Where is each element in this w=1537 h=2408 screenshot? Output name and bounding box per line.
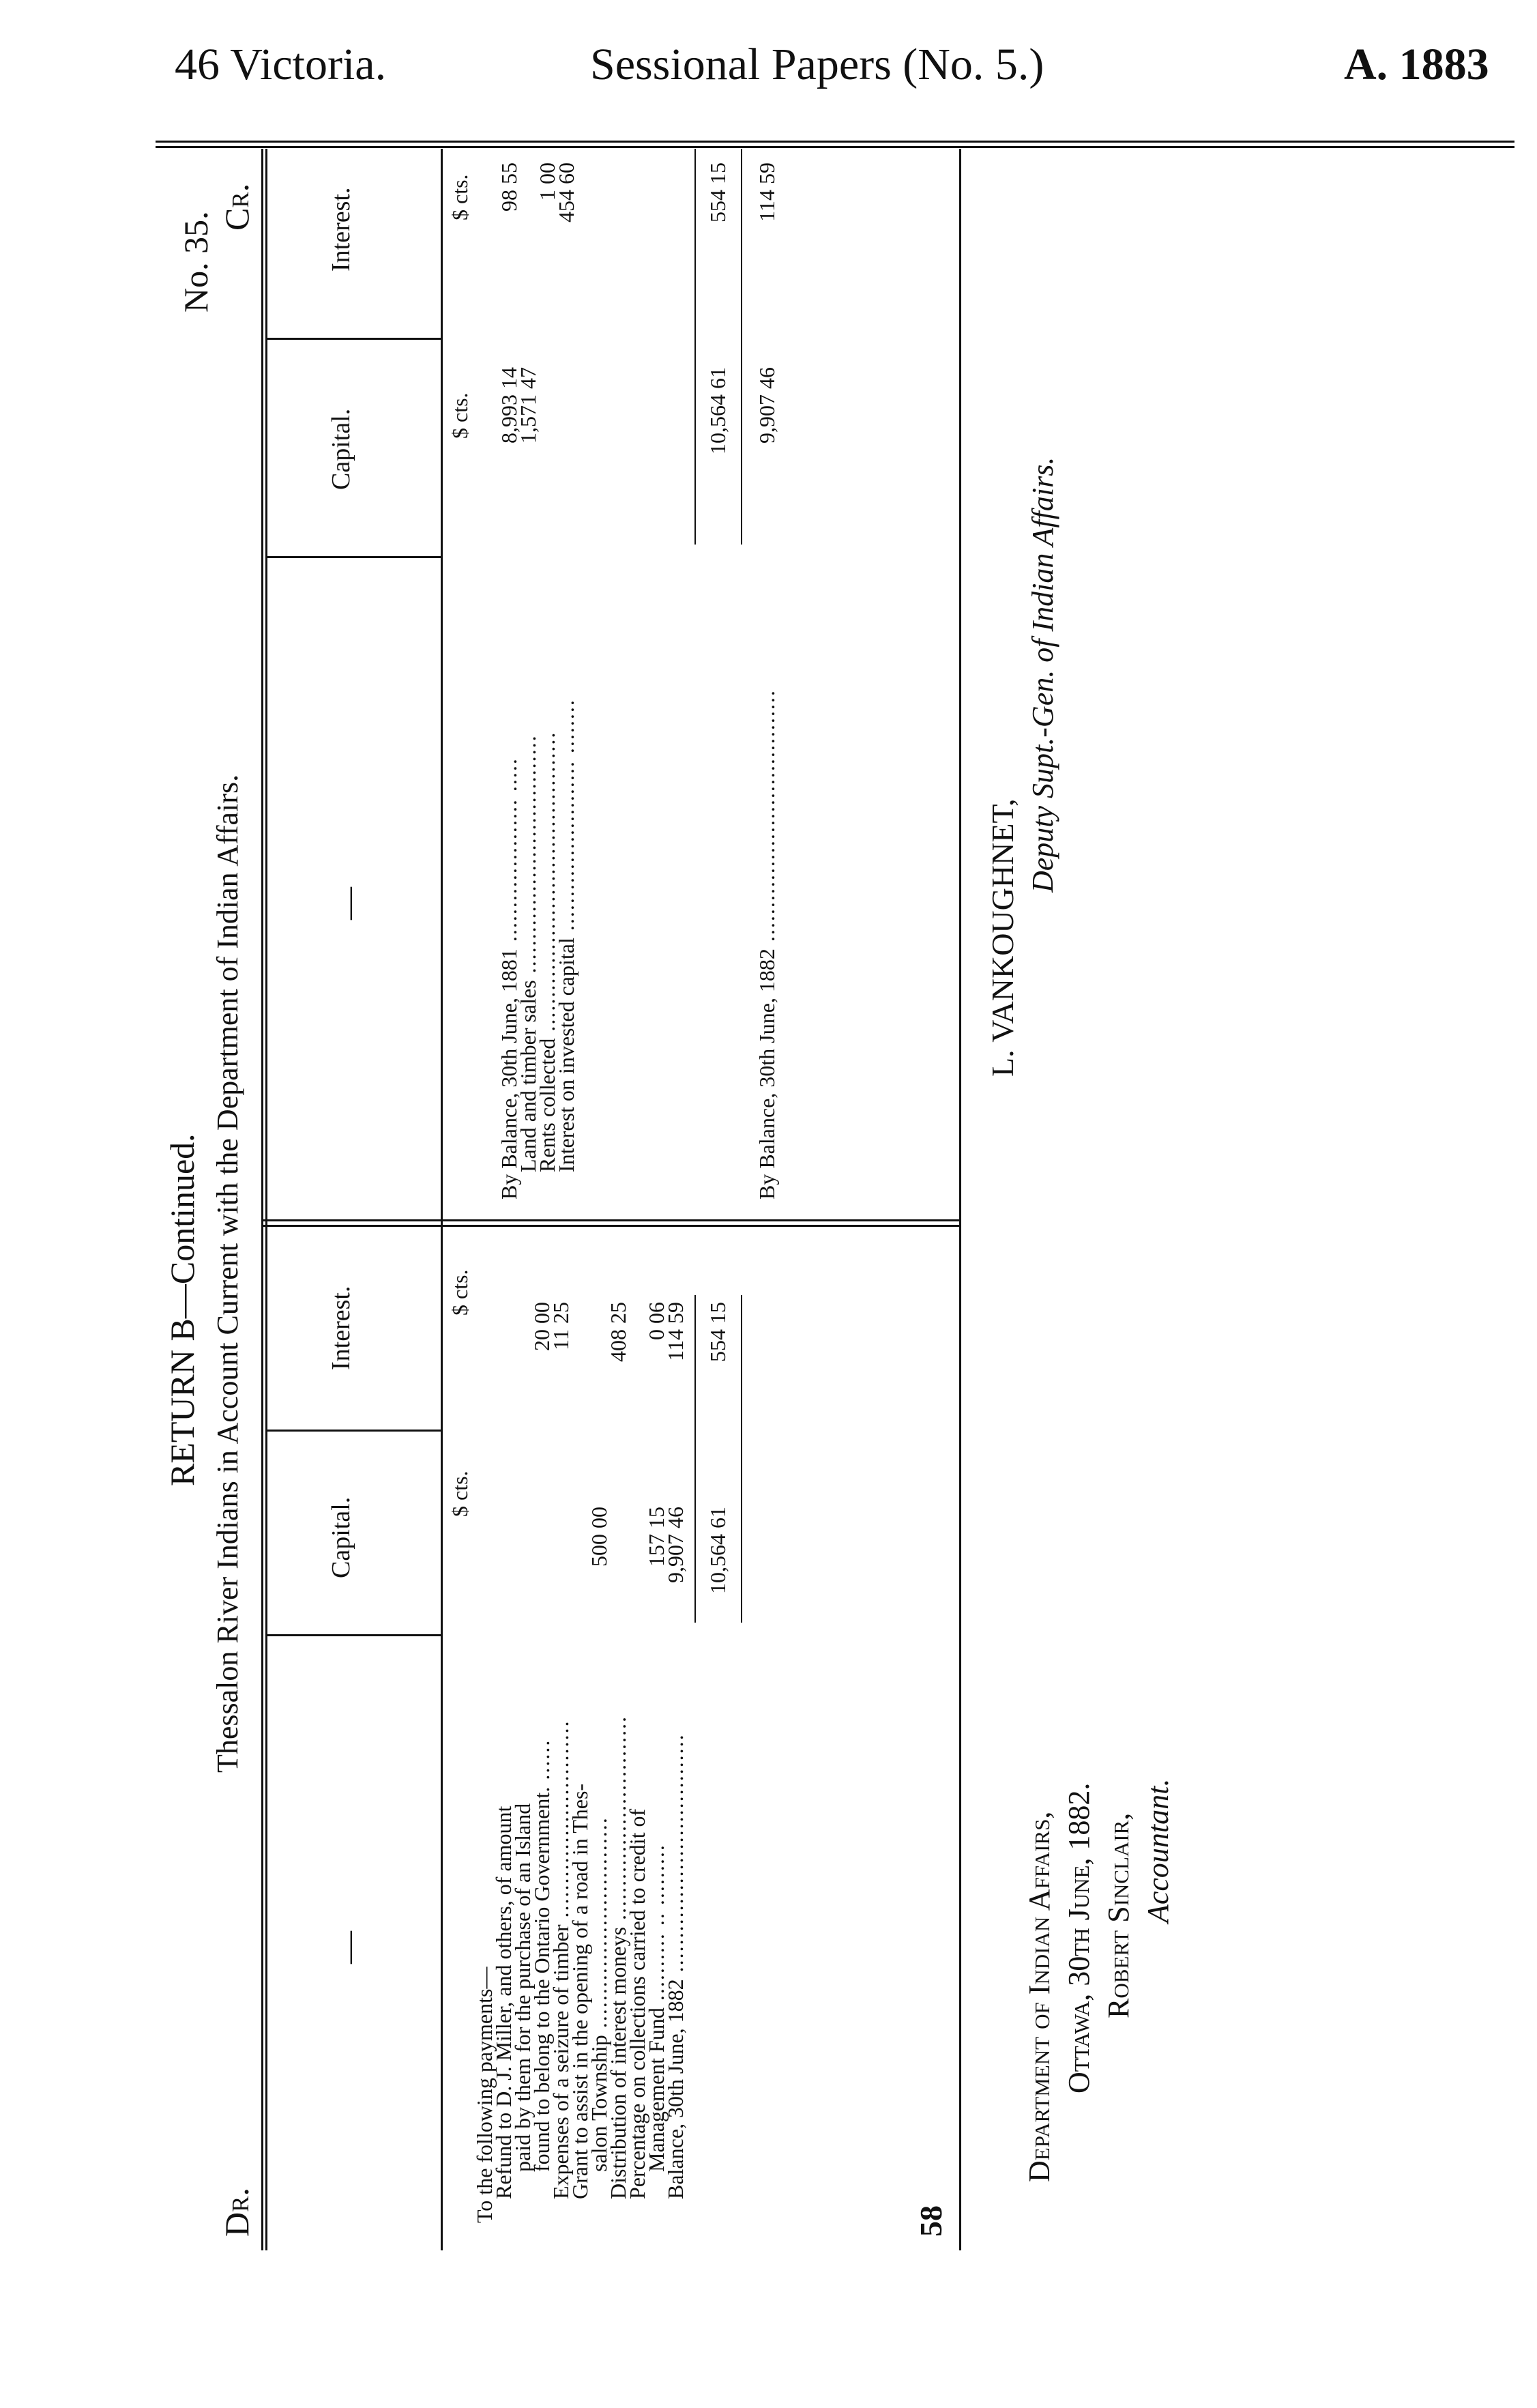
table-bottom-rule [959,149,961,2250]
header-bottom-rule [441,149,443,2250]
debit-total-rule [741,1295,742,1623]
accountant-name: Robert Sinclair, [1102,1812,1135,2018]
debit-row-interest: 0 06 [644,1302,669,1340]
header-left: 46 Victoria. [175,40,387,89]
credit-balance-interest: 114 59 [755,162,779,222]
header-rule-2 [156,146,1514,148]
debit-row-interest: 20 00 [529,1302,554,1351]
debit-total-capital: 10,564 61 [705,1507,730,1594]
credit-row-interest: 98 55 [497,162,521,212]
rotated-account-page [156,149,1220,2250]
dr-capital-unit: $ cts. [448,1470,472,1517]
cr-interest-unit: $ cts. [448,174,472,220]
credit-total-interest: 554 15 [705,162,730,222]
debit-row-text: found to belong to the Ontario Government. ...... [529,1739,554,2172]
dr-interest-divider [265,1430,441,1432]
credit-row-interest: 1 00 [535,162,559,201]
credit-balance-text: By Balance, 30th June, 1882 ..................................... [755,689,779,1200]
credit-total-rule [741,149,742,545]
debit-row-text: Grant to assist in the opening of a road in Thes- [568,1783,592,2199]
credit-row-capital: 1,571 47 [516,367,540,444]
account-title: Thessalon River Indians in Account Current with the Department of Indian Affairs. [211,774,244,1773]
number-label: No. 35. [177,211,215,313]
dr-interest-header: Interest. [327,1286,355,1370]
debit-row-text: paid by them for the purchase of an Island [510,1803,535,2172]
return-label: RETURN B—Continued. [163,1133,201,1486]
debit-row-text: Expenses of a seizure of timber ............................. [548,1720,573,2199]
table-top-rule [261,149,263,2250]
cr-capital-divider [265,556,441,558]
center-divider [261,1225,961,1227]
debit-intro: To the following payments— [472,1967,497,2223]
header-right: A. 1883 [1344,40,1489,89]
cr-interest-divider [265,338,441,340]
credit-row-capital: 8,993 14 [497,367,521,444]
debit-row-interest: 114 59 [663,1302,688,1361]
debit-row-capital: 9,907 46 [663,1507,688,1583]
credit-sum-rule [694,149,696,545]
accountant-title: Accountant. [1141,1778,1175,1923]
cr-label: Cr. [218,183,256,231]
debit-total-interest: 554 15 [705,1302,730,1362]
cr-particulars-dash: — [330,887,366,920]
dr-interest-unit: $ cts. [448,1269,472,1316]
dr-capital-header: Capital. [327,1496,355,1578]
debit-row-text: Percentage on collections carried to credit of [625,1808,649,2199]
debit-row-text: Refund to D. J. Miller, and others, of amount [491,1805,516,2199]
credit-row-text: Interest on invested capital ......................... ........ [554,699,579,1172]
debit-row-text: salon Township ............................... [587,1816,611,2172]
debit-row-text: Distribution of interest moneys .............................. [606,1715,630,2199]
dr-label: Dr. [218,2188,256,2237]
credit-row-text: By Balance, 30th June, 1881 ..................... ..... [497,757,521,1200]
signature-name: L. VANKOUGHNET, [985,798,1020,1077]
cr-capital-unit: $ cts. [448,392,472,439]
header-rule [156,141,1514,143]
header-center: Sessional Papers (No. 5.) [590,40,1044,89]
debit-row-text: Management Fund .......... .. ......... [644,1844,669,2172]
department-name: Department of Indian Affairs, [1023,1811,1056,2182]
dr-particulars-dash: — [330,1931,366,1964]
credit-balance-capital: 9,907 46 [755,367,779,444]
page-number: 58 [913,2205,948,2237]
table-top-rule-2 [265,149,267,2250]
debit-row-text: Balance, 30th June, 1882 ................................... [663,1733,688,2199]
cr-capital-header: Capital. [327,408,355,490]
debit-row-capital: 157 15 [644,1507,669,1567]
center-divider-2 [261,1219,961,1221]
cr-interest-header: Interest. [327,187,355,272]
department-location-date: Ottawa, 30th June, 1882. [1062,1782,1096,2093]
credit-row-interest: 454 60 [554,162,579,222]
credit-row-text: Land and timber sales ................................... [516,734,540,1172]
dr-capital-divider [265,1634,441,1636]
debit-row-capital: 500 00 [587,1507,611,1567]
signature-title: Deputy Supt.-Gen. of Indian Affairs. [1026,456,1059,893]
debit-sum-rule [694,1295,696,1623]
debit-row-interest: 408 25 [606,1302,630,1362]
debit-row-interest: 11 25 [548,1302,573,1350]
credit-total-capital: 10,564 61 [705,367,730,454]
credit-row-text: Rents collected ............................................ [535,731,559,1172]
